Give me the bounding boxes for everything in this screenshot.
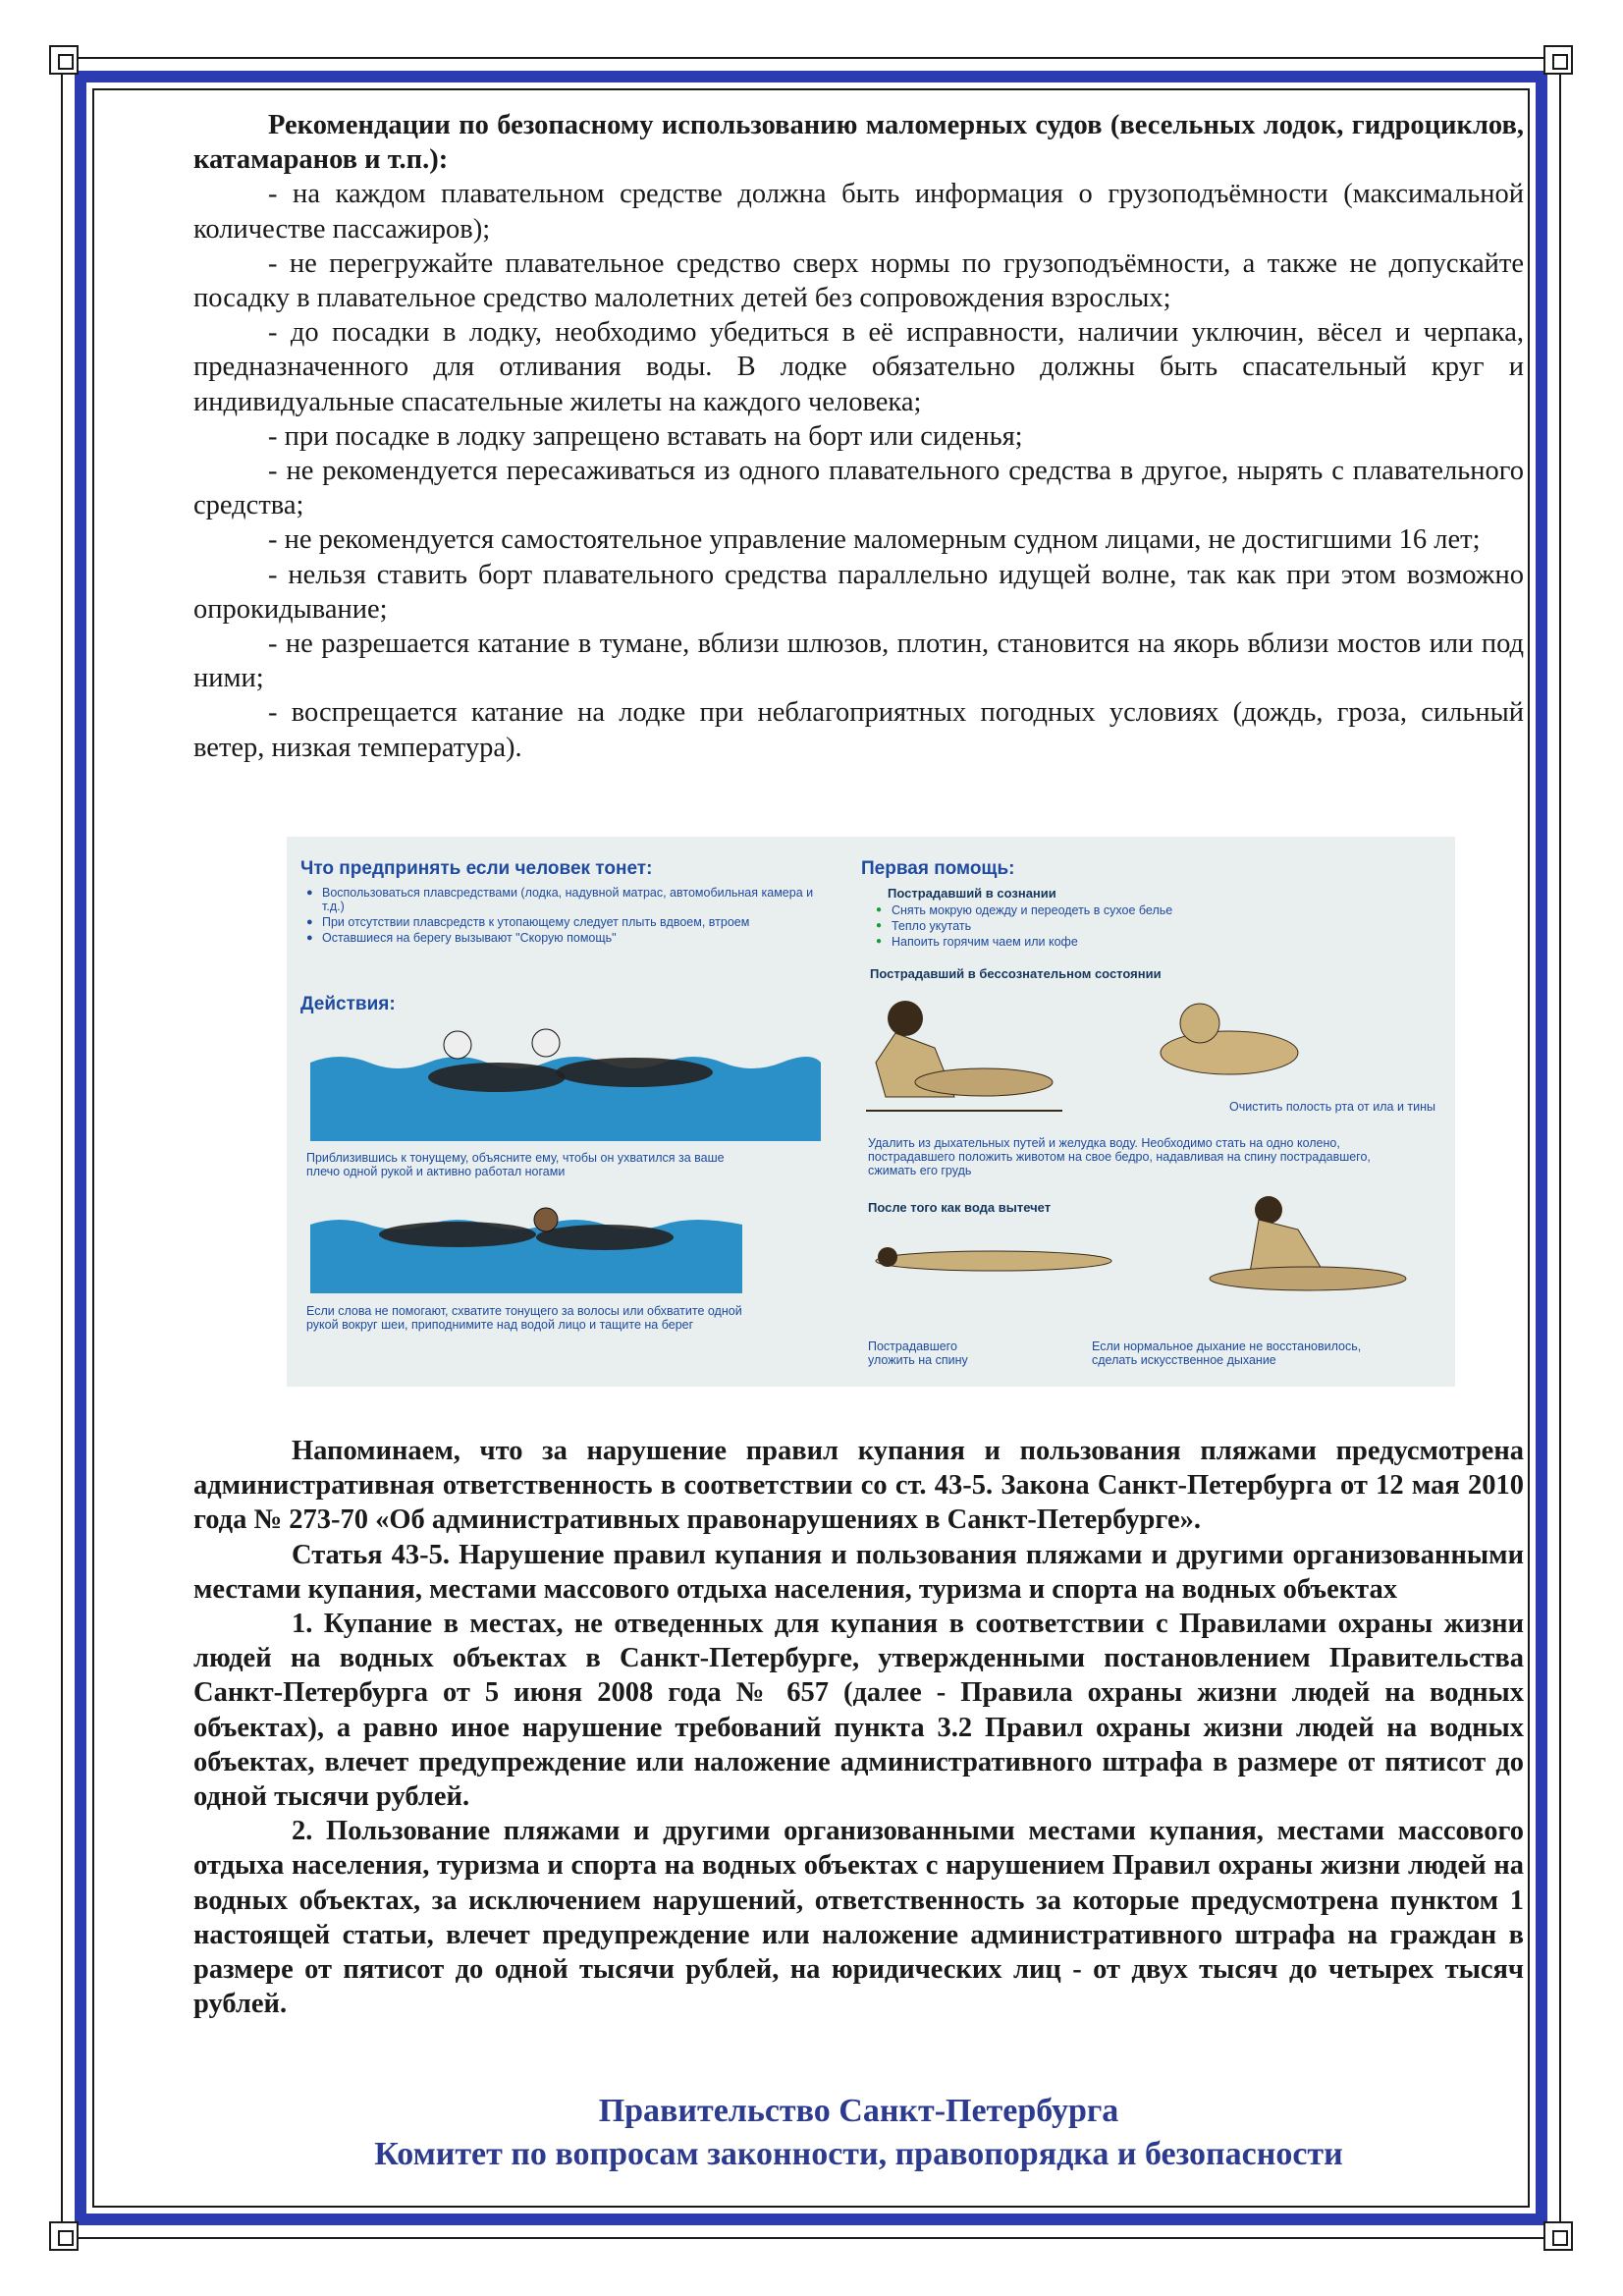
conscious-item: ● Тепло укутать — [876, 919, 1288, 933]
liability-notice: Напоминаем, что за нарушение правил купания и пользования пляжами предусмотрена административная ответственность в соответствии со ст. 43-5. Закона Санкт-Петербурга от 12 мая 2010 года № 273-70 «Об административных правонарушениях в Санкт-Петербурге». — [193, 1436, 1524, 1536]
recommendation-item: - не разрешается катание в тумане, вблизи шлюзов, плотин, становится на якорь вблизи мостов или под ними; — [193, 629, 1524, 694]
recommendation-item: - до посадки в лодку, необходимо убедиться в её исправности, наличии уключин, вёсел и черпака, предназначенного для отливания воды. В лодке обязательно должны быть спасательный круг и индивидуальные спасательные жилеты на каждого человека; — [193, 317, 1524, 417]
article-title: Статья 43-5. Нарушение правил купания и пользования пляжами и другими организованными местами купания, местами массового отдыха населения, туризма и спорта на водных объектах — [193, 1539, 1524, 1605]
recommendation-item: - не перегружайте плавательное средство сверх нормы по грузоподъёмности, а также не допускайте посадку в плавательное средство малолетних детей без сопровождения взрослых; — [193, 247, 1524, 314]
corner-ornament-bottom-right — [1543, 2221, 1573, 2251]
unconscious-title: Пострадавший в бессознательном состоянии — [870, 966, 1162, 981]
clean-mouth-illustration — [1151, 994, 1327, 1082]
footer-committee: Комитет по вопросам законности, правопорядка и безопасности — [374, 2136, 1343, 2172]
signature-block — [193, 2090, 1524, 2176]
drowning-item: ● При отсутствии плавсредств к утопающему следует плыть вдвоем, втроем — [306, 915, 817, 929]
conscious-item: ● Напоить горячим чаем или кофе — [876, 935, 1288, 949]
conscious-list — [876, 903, 1288, 951]
corner-ornament-top-right — [1543, 45, 1573, 75]
kneeling-rescuer-illustration — [866, 989, 1062, 1117]
remove-water-caption: Удалить из дыхательных путей и желудка воду. Необходимо стать на одно колено, пострадавшего положить животом на свое бедро, надавливая на спину пострадавшего, сжимать его грудь — [868, 1136, 1371, 1177]
action-caption-1: Приблизившись к тонущему, объясните ему, чтобы он ухватился за ваше плечо одной рукой и активно работал ногами — [306, 1151, 725, 1178]
lay-back-caption: Пострадавшего уложить на спину — [868, 1339, 968, 1367]
article-clause-1: 1. Купание в местах, не отведенных для купания в соответствии с Правилами охраны жизни людей на водных объектах в Санкт-Петербурге, утвержденными постановлением Правительства Санкт-Петербурга от 5 июня 2008 года № 657 (далее - Правила охраны жизни людей на водных объектах), а равно иное нарушение требований пункта 3.2 Правил охраны жизни людей на водных объектах, влечет предупреждение или наложение административного штрафа в размере от пятисот до одной тысячи рублей. — [193, 1609, 1524, 1813]
footer-government: Правительство Санкт-Петербурга — [598, 2093, 1119, 2129]
after-water-title: После того как вода вытечет — [868, 1200, 1052, 1215]
conscious-title: Пострадавший в сознании — [888, 886, 1056, 901]
lay-on-back-illustration — [866, 1230, 1121, 1288]
recommendation-item: - не рекомендуется пересаживаться из одного плавательного средства в другое, нырять с плавательного средства; — [193, 456, 1524, 521]
action-caption-2: Если слова не помогают, схватите тонущего за волосы или обхватите одной рукой вокруг шеи, приподнимите над водой лицо и тащите на берег — [306, 1304, 742, 1332]
article-clause-2: 2. Пользование пляжами и другими организованными местами купания, местами массового отдыха населения, туризма и спорта на водных объектах с нарушением Правил охраны жизни людей на водных объектах, за исключением нарушений, ответственность за которые предусмотрена пунктом 1 настоящей статьи, влечет предупреждение или наложение административного штрафа на граждан в размере от пятисот до одной тысячи рублей, на юридических лиц - от двух тысяч до четырех тысяч рублей. — [193, 1816, 1524, 2020]
drowning-item: ● Воспользоваться плавсредствами (лодка, надувной матрас, автомобильная камера и т.д.) — [306, 886, 817, 913]
rescue-swim-illustration — [310, 1023, 821, 1146]
first-aid-title: Первая помощь: — [861, 858, 1015, 879]
drowning-item: ● Оставшиеся на берегу вызывают "Скорую помощь" — [306, 931, 817, 945]
conscious-item: ● Снять мокрую одежду и переодеть в сухое белье — [876, 903, 1288, 917]
cpr-illustration — [1161, 1190, 1416, 1298]
clean-mouth-caption: Очистить полость рта от ила и тины — [1229, 1100, 1435, 1114]
recommendation-item: - не рекомендуется самостоятельное управление маломерным судном лицами, не достигшими 16 лет; — [268, 524, 1481, 556]
corner-ornament-top-left — [49, 45, 79, 75]
corner-ornament-bottom-left — [49, 2221, 79, 2251]
rescue-infographic — [287, 837, 1455, 1387]
drowning-title: Что предпринять если человек тонет: — [300, 858, 653, 879]
actions-title: Действия: — [300, 994, 396, 1014]
safety-recommendations — [193, 108, 1524, 815]
recommendation-item: - при посадке в лодку запрещено вставать на борт или сиденья; — [268, 420, 1023, 452]
drowning-list — [306, 886, 817, 947]
recommendation-item: - на каждом плавательном средстве должна быть информация о грузоподъёмности (максимальной количестве пассажиров); — [193, 179, 1524, 245]
recommendations-heading: Рекомендации по безопасному использованию маломерных судов (весельных лодок, гидроциклов, катамаранов и т.п.): — [193, 110, 1524, 176]
administrative-liability — [193, 1434, 1524, 2062]
recommendation-item: - воспрещается катание на лодке при неблагоприятных погодных условиях (дождь, гроза, сильный ветер, низкая температура). — [193, 697, 1524, 763]
recommendation-item: - нельзя ставить борт плавательного средства параллельно идущей волне, так как при этом возможно опрокидывание; — [193, 559, 1524, 625]
tow-victim-illustration — [310, 1200, 742, 1298]
cpr-caption: Если нормальное дыхание не восстановилось, сделать искусственное дыхание — [1092, 1339, 1362, 1367]
